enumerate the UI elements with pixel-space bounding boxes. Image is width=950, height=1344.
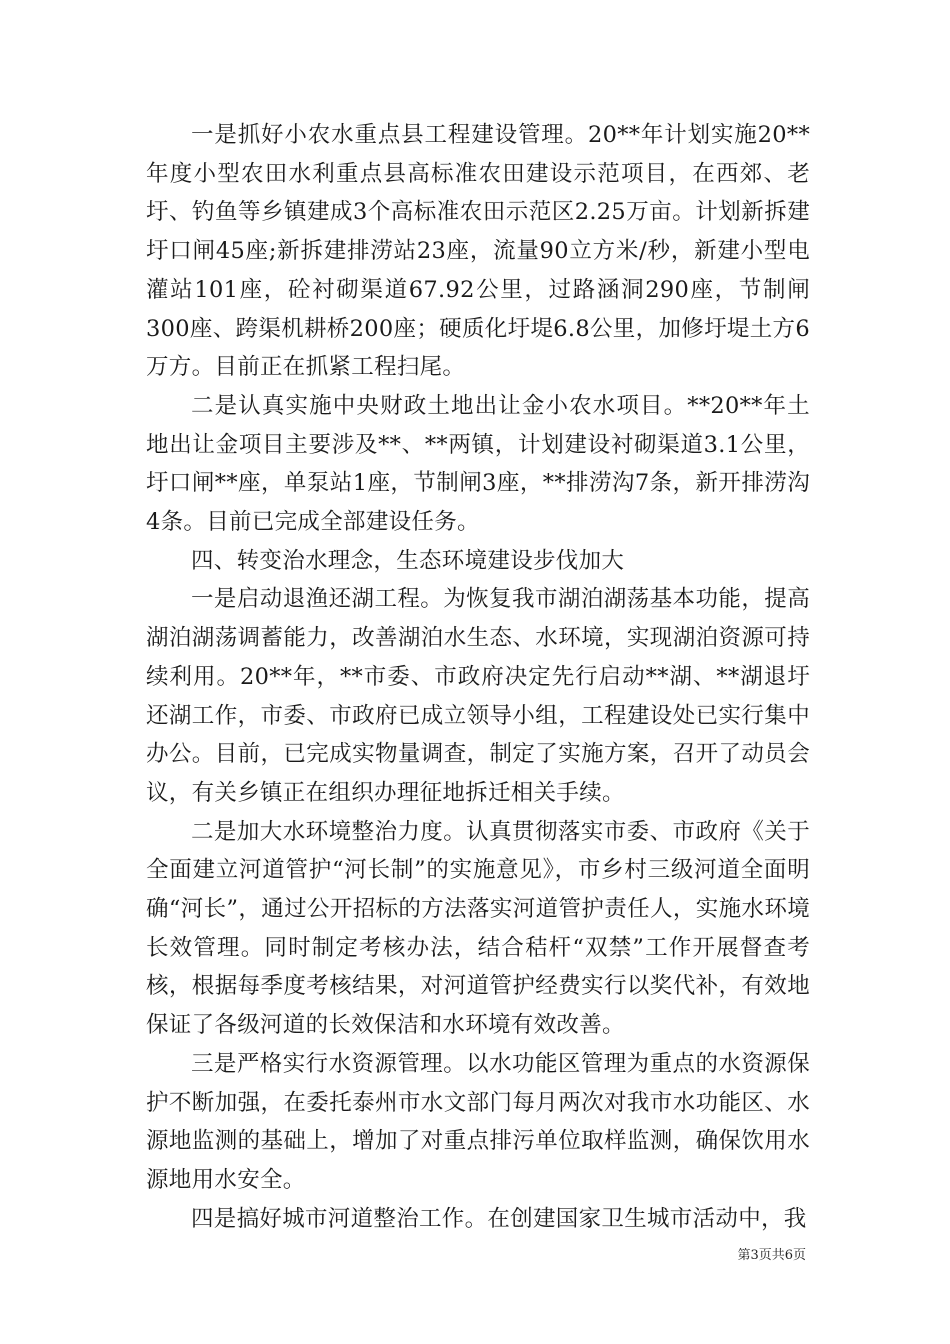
paragraph-water-resource-management: 三是严格实行水资源管理。以水功能区管理为重点的水资源保护不断加强，在委托泰州市水文部门每月两次对我市水功能区、水源地监测的基础上，增加了对重点排污单位取样监测，确保饮用水源地用水安全。 xyxy=(146,1050,810,1193)
paragraph-return-fishery-to-lake: 一是启动退渔还湖工程。为恢复我市湖泊湖荡基本功能，提高湖泊湖荡调蓄能力，改善湖泊水生态、水环境，实现湖泊资源可持续利用。20**年，**市委、市政府决定先行启动**湖、**湖退圩还湖工作，市委、市政府已成立领导小组，工程建设处已实行集中办公。目前，已完成实物量调查，制定了实施方案，召开了动员会议，有关乡镇正在组织办理征地拆迁相关手续。 xyxy=(146,586,810,806)
paragraph-land-transfer-fund-project: 二是认真实施中央财政土地出让金小农水项目。**20**年土地出让金项目主要涉及**、**两镇，计划建设衬砌渠道3.1公里，圩口闸**座，单泵站1座，节制闸3座，**排涝沟7条，新开排涝沟4条。目前已完成全部建设任务。 xyxy=(146,392,810,536)
section-heading-four: 四、转变治水理念，生态环境建设步伐加大 xyxy=(191,547,625,574)
paragraph-urban-river-remediation: 四是搞好城市河道整治工作。在创建国家卫生城市活动中，我 xyxy=(191,1205,807,1232)
page-number-footer: 第3页共6页 xyxy=(737,1248,806,1263)
document-body xyxy=(146,116,810,1238)
paragraph-water-environment-remediation: 二是加大水环境整治力度。认真贯彻落实市委、市政府《关于全面建立河道管护“河长制”的实施意见》，市乡村三级河道全面明确“河长”，通过公开招标的方法落实河道管护责任人，实施水环境长效管理。同时制定考核办法，结合秸杆“双禁”工作开展督查考核，根据每季度考核结果，对河道管护经费实行以奖代补，有效地保证了各级河道的长效保洁和水环境有效改善。 xyxy=(146,818,810,1039)
paragraph-small-irrigation-key-county: 一是抓好小农水重点县工程建设管理。20**年计划实施20**年度小型农田水利重点县高标准农田建设示范项目，在西郊、老圩、钓鱼等乡镇建成3个高标准农田示范区2.25万亩。计划新拆建圩口闸45座;新拆建排涝站23座，流量90立方米/秒，新建小型电灌站101座，砼衬砌渠道67.92公里，过路涵洞290座，节制闸300座、跨渠机耕桥200座；硬质化圩堤6.8公里，加修圩堤土方6万方。目前正在抓紧工程扫尾。 xyxy=(146,122,810,381)
